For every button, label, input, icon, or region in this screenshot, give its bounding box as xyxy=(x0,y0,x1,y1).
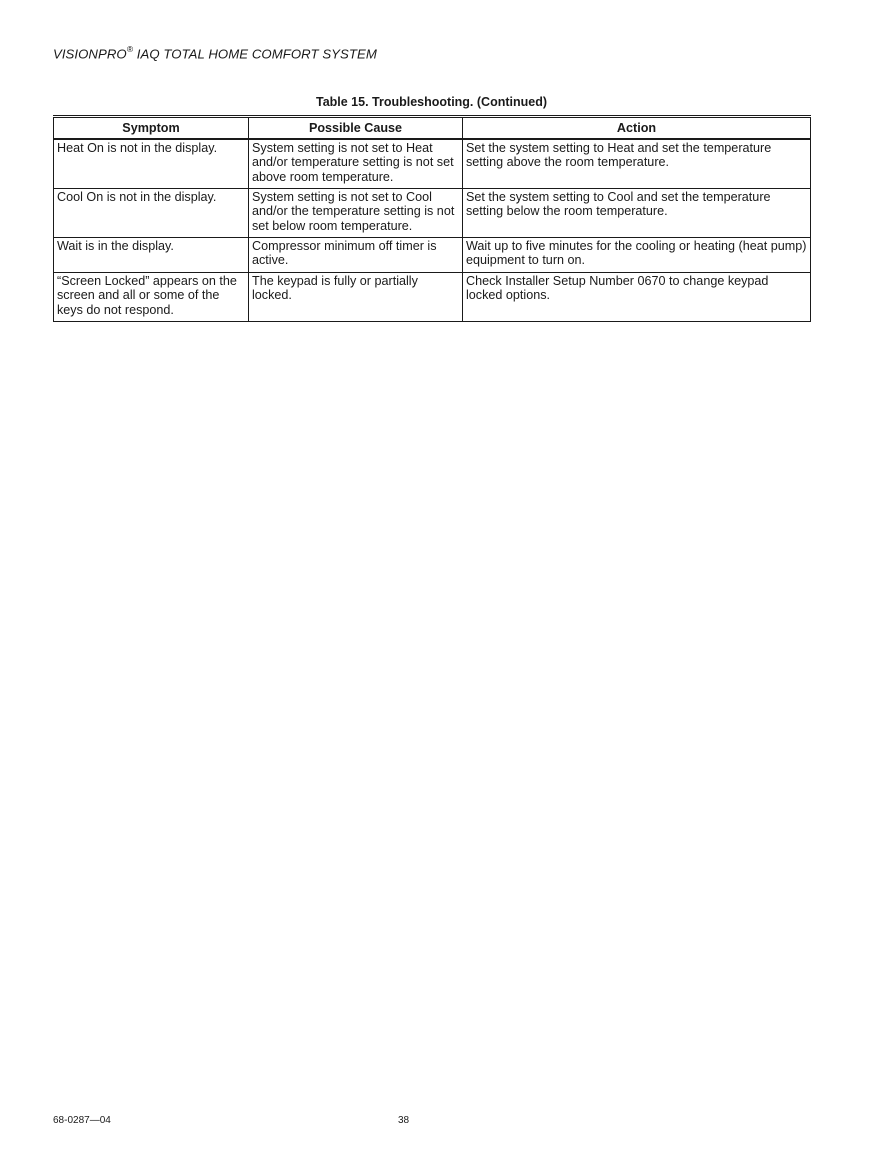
column-header-action: Action xyxy=(463,117,811,139)
header-title-suffix: IAQ TOTAL HOME COMFORT SYSTEM xyxy=(133,46,377,62)
document-number: 68-0287—04 xyxy=(53,1115,111,1126)
symptom-cell: Wait is in the display. xyxy=(54,237,249,272)
action-cell: Set the system setting to Cool and set the temperature setting below the room temperature. xyxy=(463,188,811,237)
page-number: 38 xyxy=(398,1115,410,1126)
cause-cell: System setting is not set to Cool and/or the temperature setting is not set below room temperature. xyxy=(249,188,463,237)
table-row xyxy=(54,237,811,272)
cause-cell: Compressor minimum off timer is active. xyxy=(249,237,463,272)
column-header-symptom: Symptom xyxy=(54,117,249,139)
table-caption: Table 15. Troubleshooting. (Continued) xyxy=(315,95,547,109)
running-header xyxy=(53,45,377,61)
action-cell: Check Installer Setup Number 0670 to change keypad locked options. xyxy=(463,272,811,321)
column-header-possible-cause: Possible Cause xyxy=(249,117,463,139)
symptom-cell: “Screen Locked” appears on the screen and all or some of the keys do not respond. xyxy=(54,272,249,321)
symptom-cell: Heat On is not in the display. xyxy=(54,139,249,189)
registered-mark: ® xyxy=(126,44,134,54)
table-row xyxy=(54,188,811,237)
cause-cell: System setting is not set to Heat and/or temperature setting is not set above room temperature. xyxy=(249,139,463,189)
cause-cell: The keypad is fully or partially locked. xyxy=(249,272,463,321)
table-row xyxy=(54,139,811,189)
action-cell: Set the system setting to Heat and set the temperature setting above the room temperature. xyxy=(463,139,811,189)
table-row xyxy=(54,272,811,321)
header-title-prefix: VISIONPRO xyxy=(53,46,127,62)
table-header-row xyxy=(54,117,811,139)
symptom-cell: Cool On is not in the display. xyxy=(54,188,249,237)
troubleshooting-table xyxy=(53,115,811,322)
action-cell: Wait up to five minutes for the cooling or heating (heat pump) equipment to turn on. xyxy=(463,237,811,272)
